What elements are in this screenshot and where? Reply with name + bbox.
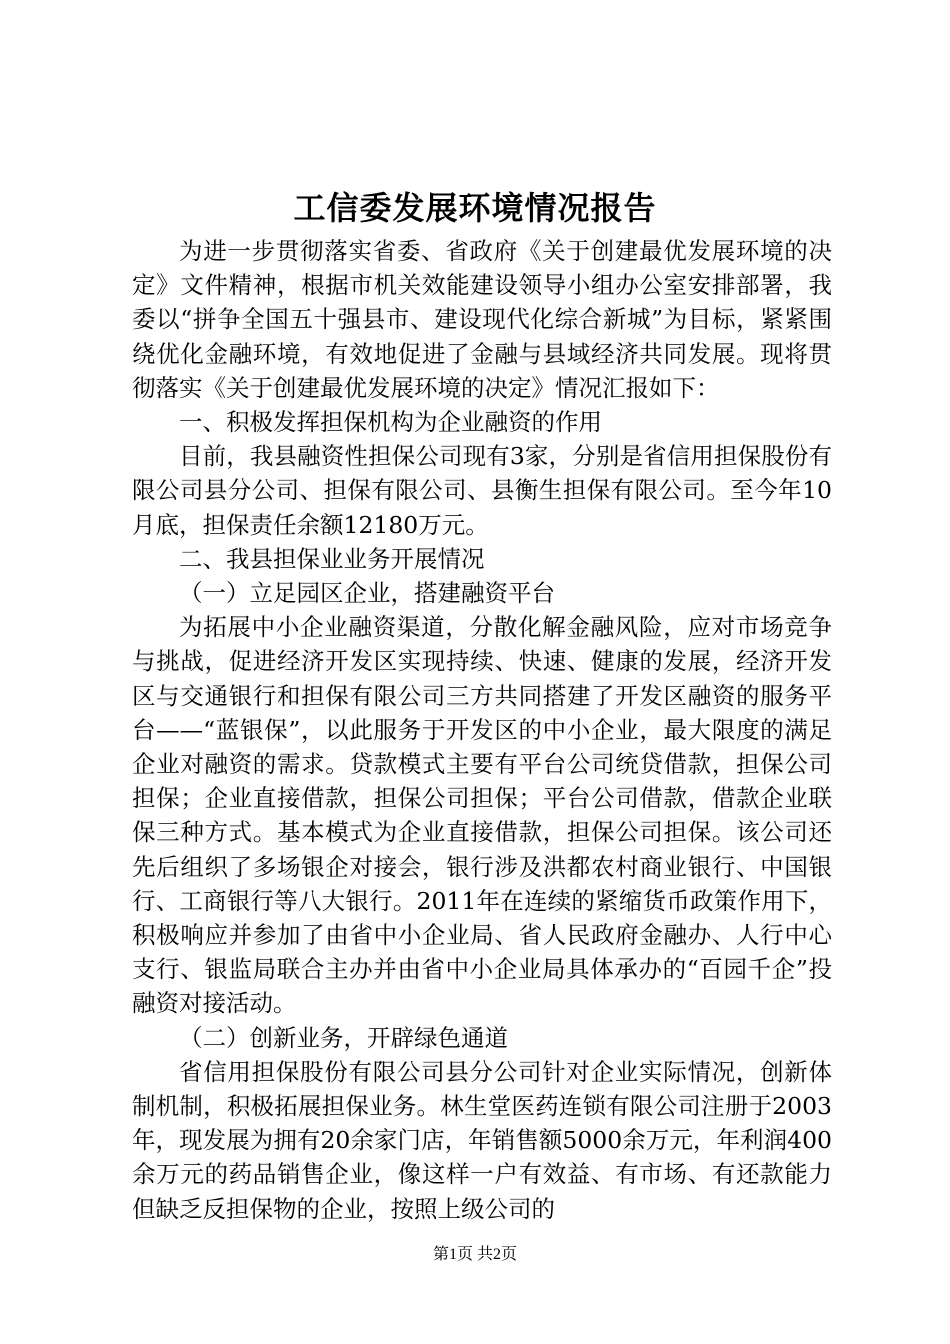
body-paragraph: 目前，我县融资性担保公司现有3家，分别是省信用担保股份有限公司县分公司、担保有限公司、县衡生担保有限公司。至今年10月底，担保责任余额12180万元。 — [132, 442, 832, 539]
section-heading-1: 一、积极发挥担保机构为企业融资的作用 — [179, 408, 602, 437]
document-title: 工信委发展环境情况报告 — [293, 189, 657, 227]
page-footer: 第1页 共2页 — [432, 1246, 517, 1263]
document-body — [132, 234, 832, 1226]
section-heading-2: 二、我县担保业业务开展情况 — [179, 544, 485, 573]
body-paragraph: 为拓展中小企业融资渠道，分散化解金融风险，应对市场竞争与挑战，促进经济开发区实现持续、快速、健康的发展，经济开发区与交通银行和担保有限公司三方共同搭建了开发区融资的服务平台——“蓝银保”，以此服务于开发区的中小企业，最大限度的满足企业对融资的需求。贷款模式主要有平台公司统贷借款，担保公司担保；企业直接借款，担保公司担保；平台公司借款，借款企业联保三种方式。基本模式为企业直接借款，担保公司担保。该公司还先后组织了多场银企对接会，银行涉及洪都农村商业银行、中国银行、工商银行等八大银行。2011年在连续的紧缩货币政策作用下，积极响应并参加了由省中小企业局、省人民政府金融办、人行中心支行、银监局联合主办并由省中小企业局具体承办的“百园千企”投融资对接活动。 — [132, 613, 832, 1018]
body-paragraph: 省信用担保股份有限公司县分公司针对企业实际情况，创新体制机制，积极拓展担保业务。林生堂医药连锁有限公司注册于2003年，现发展为拥有20余家门店，年销售额5000余万元，年利润400余万元的药品销售企业，像这样一户有效益、有市场、有还款能力但缺乏反担保物的企业，按照上级公司的 — [132, 1057, 832, 1223]
subsection-heading-2: （二）创新业务，开辟绿色通道 — [179, 1023, 508, 1052]
subsection-heading-1: （一）立足园区企业，搭建融资平台 — [179, 579, 555, 608]
intro-paragraph: 为进一步贯彻落实省委、省政府《关于创建最优发展环境的决定》文件精神，根据市机关效能建设领导小组办公室安排部署，我委以“拼争全国五十强县市、建设现代化综合新城”为目标，紧紧围绕优化金融环境，有效地促进了金融与县域经济共同发展。现将贯彻落实《关于创建最优发展环境的决定》情况汇报如下： — [132, 237, 832, 402]
